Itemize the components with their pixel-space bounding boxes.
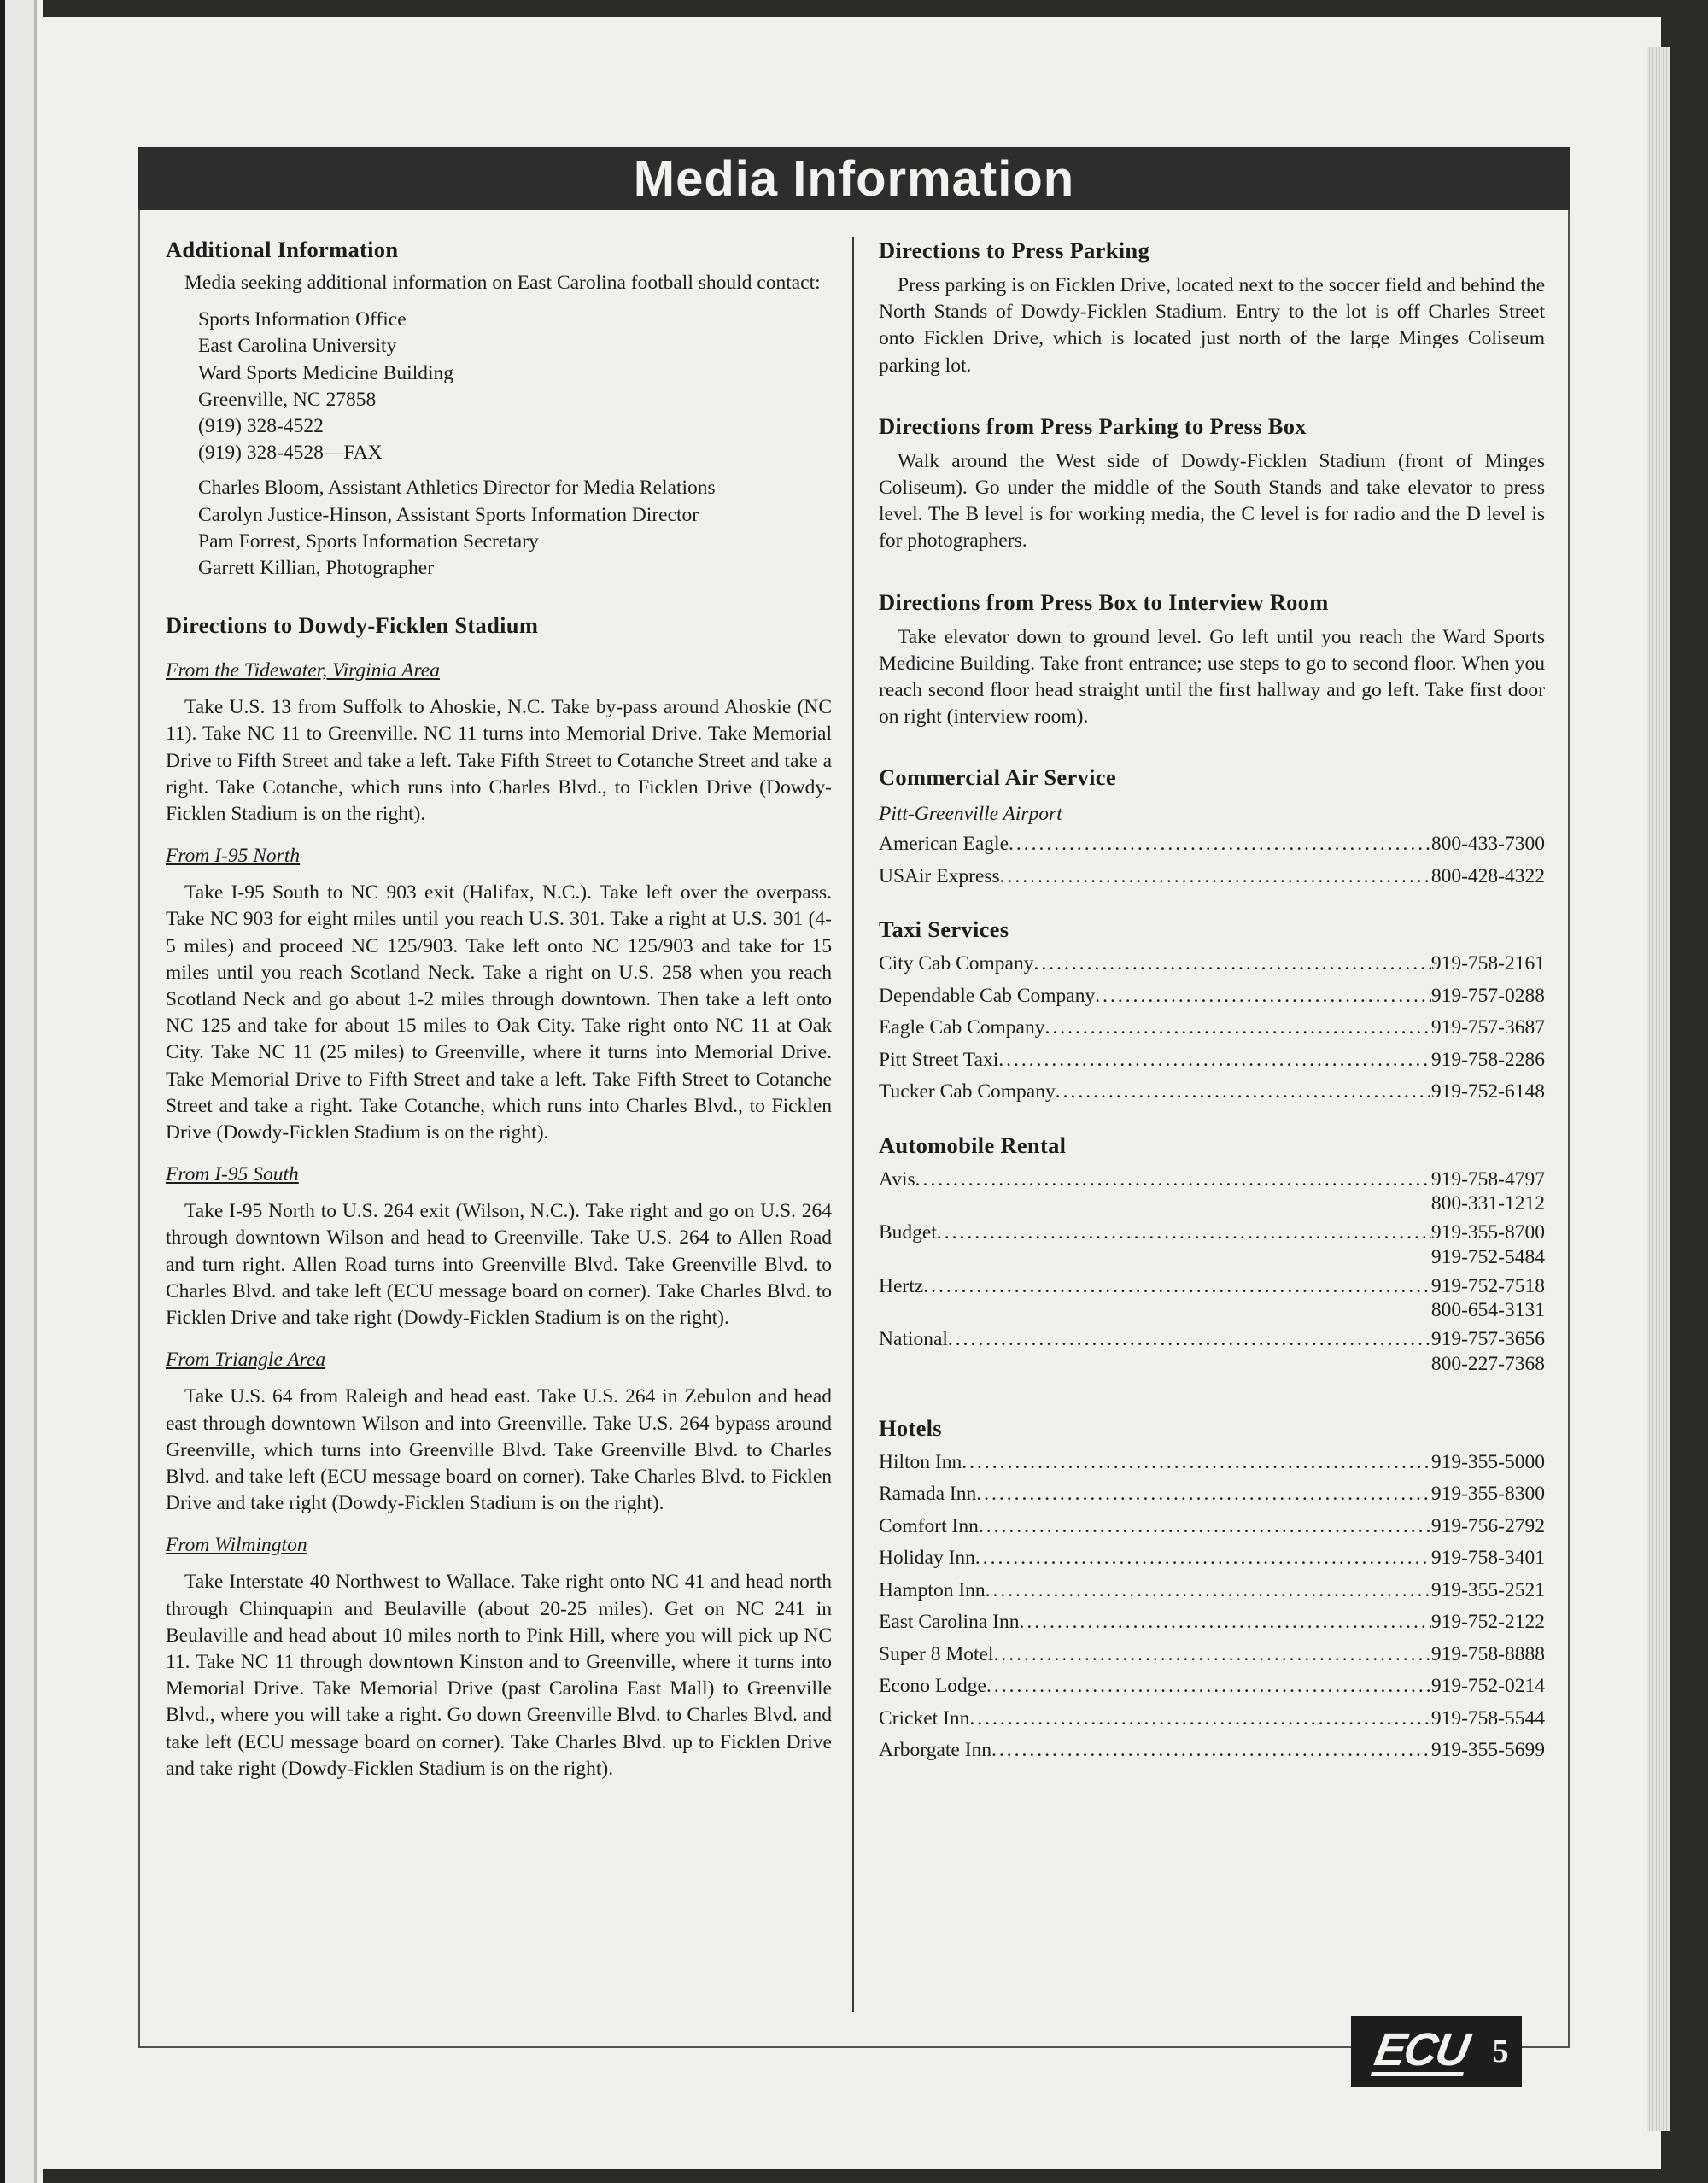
ecu-logo-text: ECU: [1371, 2023, 1472, 2075]
right-column: [879, 229, 1545, 1767]
stadium-directions-section: [166, 612, 832, 1782]
route-text: Take U.S. 13 from Suffolk to Ahoskie, N.C. Take by-pass around Ahoskie (NC 11). Take NC 11 to Greenville. NC 11 turns into Memorial Drive. Take Memorial Drive to Fifth Street and take a left. Take Fifth Street to Cotanche Street and take a right. Take Cotanche, which runs into Charles Blvd., to Ficklen Drive (Dowdy-Ficklen Stadium is on the right).: [166, 696, 832, 826]
dot-leader: [937, 1217, 1431, 1250]
hotels-section: [879, 1415, 1545, 1767]
item-name: Pitt Street Taxi: [879, 1048, 999, 1071]
taxi-section: [879, 916, 1545, 1109]
item-phone: 800-428-4322: [1430, 864, 1545, 887]
item-phone: 919-355-2521: [1430, 1578, 1545, 1601]
dot-leader: [1044, 1012, 1430, 1045]
facing-page-edge: [0, 0, 43, 2183]
page-number: 5: [1492, 2034, 1509, 2069]
item-phone: 919-752-0214: [1430, 1675, 1545, 1698]
dot-leader: [979, 1511, 1431, 1543]
item-name: Hertz: [879, 1274, 924, 1297]
list-item: [879, 1735, 1545, 1767]
dot-leader: [923, 1271, 1431, 1303]
dot-leader: [948, 1324, 1431, 1356]
item-name: City Cab Company: [879, 952, 1034, 975]
route-heading: From Triangle Area: [166, 1349, 326, 1372]
item-name: Super 8 Motel: [879, 1642, 994, 1665]
dot-leader: [993, 1639, 1430, 1671]
item-phone: 800-433-7300: [1430, 833, 1545, 856]
interview-room-section: [879, 589, 1545, 731]
list-item: [879, 948, 1545, 980]
item-phone: 919-757-3687: [1430, 1016, 1545, 1039]
item-alt-phone: 800-227-7368: [1430, 1352, 1545, 1375]
item-phone: 919-355-5000: [1430, 1450, 1545, 1473]
press-parking-heading: Directions to Press Parking: [879, 237, 1149, 263]
interview-room-text: Take elevator down to ground level. Go left until you reach the Ward Sports Medicine Building. Take front entrance; use steps to go to second floor. When you reach second floor head straight until the first hallway and go left. Take first door on right (interview room).: [879, 625, 1545, 729]
item-name: Eagle Cab Company: [879, 1016, 1045, 1039]
contact-line: East Carolina University: [198, 335, 397, 358]
contact-line: Greenville, NC 27858: [198, 388, 377, 411]
page-stack-edge: [1647, 47, 1670, 2131]
stadium-directions-heading: Directions to Dowdy-Ficklen Stadium: [166, 612, 539, 639]
route-text: Take U.S. 64 from Raleigh and head east. Take U.S. 264 in Zebulon and head east through downtown Wilson and into Greenville. Take U.S. 264 bypass around Greenville, which turns into Greenville Blvd. Take Greenville Blvd. to Charles Blvd. and take left (ECU message board on corner). Take Charles Blvd. to Ficklen Drive and take right (Dowdy-Ficklen Stadium is on the right).: [166, 1385, 832, 1515]
dot-leader: [998, 1045, 1431, 1077]
item-name: Econo Lodge: [879, 1675, 986, 1698]
dot-leader: [1019, 1607, 1430, 1639]
list-item: [879, 1703, 1545, 1735]
car-rental-list: [879, 1164, 1545, 1378]
car-rental-heading: Automobile Rental: [879, 1132, 1067, 1158]
item-name: East Carolina Inn: [879, 1611, 1020, 1634]
hotels-heading: Hotels: [879, 1414, 942, 1441]
item-phone: 919-758-3401: [1430, 1547, 1545, 1570]
item-phone: 919-752-7518: [1430, 1274, 1545, 1297]
dot-leader: [1009, 828, 1431, 861]
air-service-section: [879, 764, 1545, 893]
item-name: Cricket Inn: [879, 1706, 970, 1729]
item-phone: 919-756-2792: [1430, 1514, 1545, 1537]
item-name: Avis: [879, 1168, 915, 1191]
item-phone: 919-758-4797: [1430, 1168, 1545, 1191]
item-phone: 919-758-2286: [1430, 1048, 1545, 1071]
press-box-text: Walk around the West side of Dowdy-Ficklen Stadium (front of Minges Coliseum). Go under the middle of the South Stands and take elevator to press level. The B level is for working media, the C level is for radio and the D level is for photographers.: [879, 449, 1545, 553]
dot-leader: [976, 1478, 1431, 1511]
taxi-list: [879, 948, 1545, 1109]
page-title: Media Information: [633, 150, 1075, 207]
dot-leader: [975, 1542, 1431, 1575]
hotels-list: [879, 1447, 1545, 1767]
list-item: [879, 1012, 1545, 1045]
list-item: [879, 1639, 1545, 1671]
item-name: Hilton Inn: [879, 1450, 962, 1473]
press-parking-text: Press parking is on Ficklen Drive, located next to the soccer field and behind the North Stands of Dowdy-Ficklen Stadium. Entry to the lot is off Charles Street onto Ficklen Drive, which is located just north of the large Minges Coliseum parking lot.: [879, 274, 1545, 377]
staff-line: Carolyn Justice-Hinson, Assistant Sports Information Director: [198, 503, 699, 526]
additional-info-section: [166, 237, 832, 582]
taxi-heading: Taxi Services: [879, 916, 1009, 943]
air-service-list: [879, 828, 1545, 893]
additional-info-heading: Additional Information: [166, 237, 399, 262]
item-phone: 919-757-3656: [1430, 1328, 1545, 1351]
dot-leader: [986, 1575, 1431, 1607]
item-name: Ramada Inn: [879, 1483, 977, 1506]
staff-line: Charles Bloom, Assistant Athletics Director for Media Relations: [198, 477, 716, 500]
contact-phone: (919) 328-4522: [198, 415, 324, 438]
dot-leader: [1056, 1076, 1431, 1109]
dot-leader: [915, 1164, 1431, 1197]
left-column: [166, 229, 832, 1782]
press-box-heading: Directions from Press Parking to Press Box: [879, 413, 1307, 439]
contact-fax: (919) 328-4528—FAX: [198, 442, 383, 465]
list-item: [879, 1575, 1545, 1607]
item-alt-phone: 919-752-5484: [1430, 1245, 1545, 1268]
route-heading: From Wilmington: [166, 1534, 307, 1557]
list-item: [879, 980, 1545, 1013]
item-name: Tucker Cab Company: [879, 1080, 1056, 1103]
air-service-heading: Commercial Air Service: [879, 764, 1116, 791]
item-name: Hampton Inn: [879, 1578, 986, 1601]
item-phone: 919-752-6148: [1430, 1080, 1545, 1103]
item-phone: 919-758-2161: [1430, 952, 1545, 975]
airport-name: Pitt-Greenville Airport: [879, 803, 1062, 826]
item-phone: 919-355-5699: [1430, 1739, 1545, 1762]
list-item: [879, 828, 1545, 861]
route-text: Take I-95 South to NC 903 exit (Halifax, N.C.). Take left over the overpass. Take NC 903 for eight miles until you reach U.S. 301. Take a right at U.S. 301 (4-5 miles) and proceed NC 125/903. Take left onto NC 125/903 and take for 15 miles until you reach Scotland Neck. Take a right on U.S. 258 when you reach Scotland Neck and go about 1-2 miles through downtown. Then take a left onto NC 125 and take for about 15 miles to Oak City. Take right onto NC 11 at Oak City. Take NC 11 (25 miles) to Greenville, where it turns into Memorial Drive. Take Memorial Drive to Fifth Street and take a left. Take Fifth Street to Cotanche Street and take a right. Take Cotanche, which runs into Charles Blvd., to Ficklen Drive (Dowdy-Ficklen Stadium is on the right).: [166, 881, 832, 1144]
route-heading: From I-95 South: [166, 1163, 299, 1186]
list-item: [879, 1671, 1545, 1703]
column-divider: [852, 237, 854, 2012]
list-item: [879, 1478, 1545, 1511]
item-name: USAir Express: [879, 864, 1000, 887]
item-phone: 919-758-8888: [1430, 1642, 1545, 1665]
list-item: [879, 1511, 1545, 1543]
item-name: Dependable Cab Company: [879, 984, 1096, 1007]
ecu-logo: [1370, 2023, 1472, 2075]
staff-list: [198, 475, 832, 582]
staff-line: Garrett Killian, Photographer: [198, 557, 435, 580]
list-item: [879, 1045, 1545, 1077]
route-text: Take I-95 North to U.S. 264 exit (Wilson, N.C.). Take right and go on U.S. 264 through downtown Wilson and head to Greenville. Take U.S. 264 to Allen Road and turn right. Allen Road turns into Greenville Blvd. Take Greenville Blvd. to Charles Blvd. and take left (ECU message board on corner). Take Charles Blvd. to Ficklen Drive and take right (Dowdy-Ficklen Stadium is on the right).: [166, 1200, 832, 1330]
route-text: Take Interstate 40 Northwest to Wallace. Take right onto NC 41 and head north through Chinquapin and Beulaville (about 20-25 miles). Get on NC 241 in Beulaville and head about 10 miles north to Pink Hill, where you will pick up NC 11. Take NC 11 through downtown Kinston and to Greenville, where it turns into Memorial Drive. Take Memorial Drive (past Carolina East Mall) to Greenville Blvd., where you will take a right. Go down Greenville Blvd. to Charles Blvd. and take left (ECU message board on corner). Take Charles Blvd. up to Ficklen Drive and take right (Dowdy-Ficklen Stadium is on the right).: [166, 1571, 832, 1780]
contact-line: Ward Sports Medicine Building: [198, 361, 454, 384]
item-name: Budget: [879, 1221, 937, 1244]
list-item: [879, 1447, 1545, 1479]
dot-leader: [991, 1735, 1431, 1767]
item-phone: 919-752-2122: [1430, 1611, 1545, 1634]
dot-leader: [1000, 861, 1431, 893]
dot-leader: [1033, 948, 1430, 980]
list-item: [879, 1076, 1545, 1109]
dot-leader: [986, 1671, 1431, 1703]
press-box-section: [879, 413, 1545, 555]
contact-line: Sports Information Office: [198, 308, 407, 331]
item-phone: 919-355-8300: [1430, 1483, 1545, 1506]
contact-address: [198, 307, 832, 466]
item-name: American Eagle: [879, 833, 1009, 856]
car-rental-section: [879, 1132, 1545, 1378]
item-name: Arborgate Inn: [879, 1739, 992, 1762]
item-phone: 919-355-8700: [1430, 1221, 1545, 1244]
route-heading: From I-95 North: [166, 845, 301, 868]
item-name: Holiday Inn: [879, 1547, 975, 1570]
list-item: [879, 1607, 1545, 1639]
item-phone: 919-757-0288: [1430, 984, 1545, 1007]
item-name: National: [879, 1328, 948, 1351]
item-phone: 919-758-5544: [1430, 1706, 1545, 1729]
item-alt-phone: 800-331-1212: [1430, 1192, 1545, 1215]
additional-info-intro: Media seeking additional information on East Carolina football should contact:: [184, 272, 821, 294]
dot-leader: [962, 1447, 1431, 1479]
list-item: [879, 1542, 1545, 1575]
item-name: Comfort Inn: [879, 1514, 979, 1537]
route-heading: From the Tidewater, Virginia Area: [166, 659, 440, 682]
dot-leader: [969, 1703, 1430, 1735]
press-parking-section: [879, 237, 1545, 379]
item-alt-phone: 800-654-3131: [1430, 1299, 1545, 1322]
ecu-logo-block: [1351, 2016, 1522, 2087]
interview-room-heading: Directions from Press Box to Interview Room: [879, 588, 1329, 615]
list-item: [879, 861, 1545, 893]
staff-line: Pam Forrest, Sports Information Secretary: [198, 530, 539, 553]
dot-leader: [1095, 980, 1431, 1013]
title-banner: [138, 147, 1570, 210]
